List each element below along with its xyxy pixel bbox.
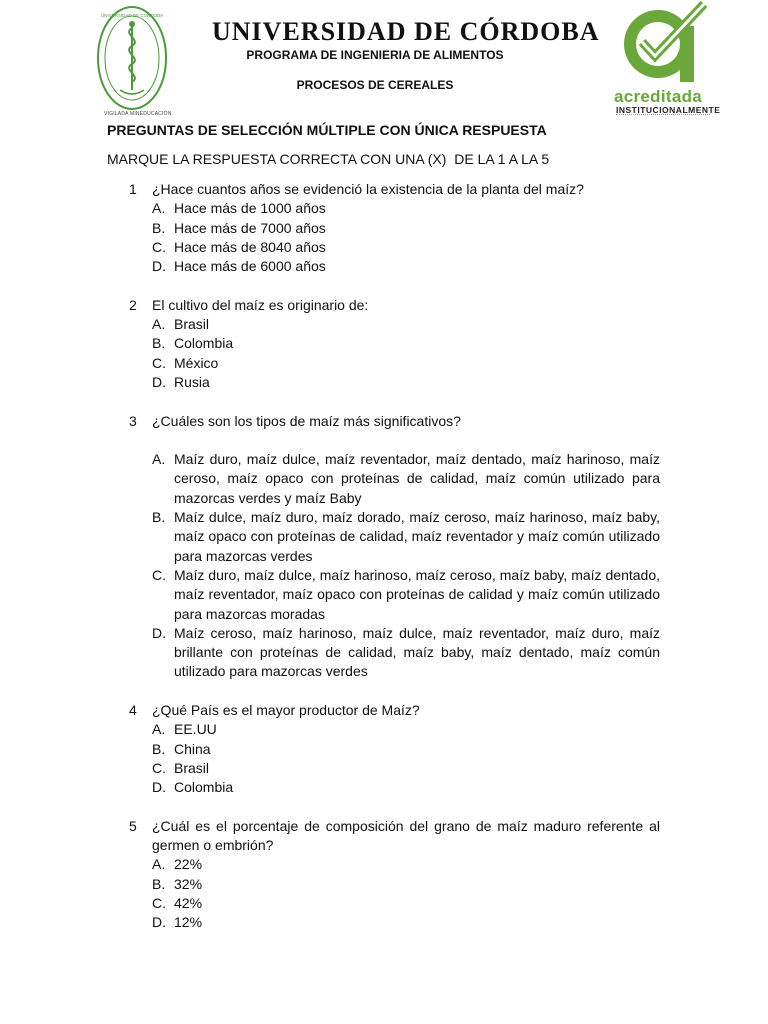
option-text: Maíz dulce, maíz duro, maíz dorado, maíz ceroso, maíz harinoso, maíz baby, maíz opaco con proteínas de calidad, maíz reventador y maíz común utilizado para mazorcas verdes [174,509,660,564]
option-a[interactable] [0,199,768,218]
seal-lettering: UNIVERSIDAD DE CÓRDOBA [100,13,164,18]
option-letter: A. [152,316,166,333]
option-letter: B. [152,740,166,757]
question-5 [0,817,768,933]
option-text: Rusia [174,373,210,390]
option-text: Brasil [174,759,210,776]
question-3 [0,412,768,682]
option-letter: A. [152,451,166,468]
question-2 [0,296,768,392]
option-letter: D. [152,624,166,641]
question-number: 4 [129,702,137,719]
option-d[interactable] [0,778,768,797]
university-seal-logo [96,4,168,112]
question-text: ¿Cuál es el porcentaje de composición del grano de maíz maduro referente al germen o embrión? [152,817,660,854]
option-text: Brasil [174,316,210,333]
option-a[interactable] [0,720,768,739]
option-a[interactable] [0,855,768,874]
option-text: Maíz duro, maíz dulce, maíz reventador, maíz dentado, maíz harinoso, maíz ceroso, maíz opaco con proteínas de calidad, maíz común utilizado para mazorcas verdes y maíz Baby [174,451,660,506]
accreditation-word: acreditada [614,87,703,106]
option-letter: D. [152,258,166,275]
question-text: ¿Hace cuantos años se evidenció la existencia de la planta del maíz? [152,181,584,197]
section-title: PREGUNTAS DE SELECCIÓN MÚLTIPLE CON ÚNICA RESPUESTA [107,122,547,138]
question-4 [0,701,768,797]
seal-caption: VIGILADA MINEDUCACIÓN [104,111,172,117]
option-letter: A. [152,721,166,738]
option-text: 22% [174,856,203,873]
program-name: PROGRAMA DE INGENIERIA DE ALIMENTOS [246,48,504,62]
option-letter: A. [152,200,166,217]
option-d[interactable] [0,913,768,932]
option-text: Colombia [174,779,234,796]
option-b[interactable] [0,334,768,353]
option-b[interactable] [0,875,768,894]
university-name: UNIVERSIDAD DE CÓRDOBA [212,17,600,46]
question-number: 2 [129,296,137,313]
option-c[interactable] [0,566,768,624]
accreditation-fine-print [616,114,710,117]
spacer [0,431,768,450]
question-text: ¿Qué País es el mayor productor de Maíz? [152,702,420,719]
option-text: México [174,354,219,371]
option-text: Hace más de 1000 años [174,200,326,217]
question-number: 5 [129,817,137,834]
option-letter: B. [152,875,166,892]
spacer [0,798,768,817]
option-text: Hace más de 7000 años [174,219,326,236]
course-name: PROCESOS DE CEREALES [296,78,454,92]
option-letter: B. [152,335,166,352]
option-letter: D. [152,373,166,390]
option-text: EE.UU [174,721,217,738]
question-list [0,180,768,933]
option-letter: B. [152,219,166,236]
question-1 [0,180,768,276]
option-d[interactable] [0,373,768,392]
option-b[interactable] [0,740,768,759]
option-a[interactable] [0,450,768,508]
option-letter: D. [152,779,166,796]
accreditation-subtitle: INSTITUCIONALMENTE [616,105,721,115]
option-b[interactable] [0,219,768,238]
option-letter: C. [152,894,166,911]
option-text: Maíz ceroso, maíz harinoso, maíz dulce, maíz reventador, maíz duro, maíz brillante con proteínas de calidad, maíz baby, maíz dentado, maíz común utilizado para mazorcas verdes [174,624,660,680]
question-number: 1 [129,181,137,197]
option-letter: C. [152,566,166,583]
option-d[interactable] [0,257,768,276]
question-number: 3 [129,412,137,429]
spacer [0,682,768,701]
instructions: MARQUE LA RESPUESTA CORRECTA CON UNA (X) DE LA 1 A LA 5 [107,151,550,167]
option-c[interactable] [0,894,768,913]
option-text: Hace más de 6000 años [174,258,326,275]
option-c[interactable] [0,759,768,778]
option-text: China [174,740,211,757]
option-letter: D. [152,914,166,931]
option-a[interactable] [0,315,768,334]
spacer [0,276,768,295]
option-letter: C. [152,238,166,255]
question-text: El cultivo del maíz es originario de: [152,296,369,313]
option-c[interactable] [0,354,768,373]
option-b[interactable] [0,508,768,566]
question-text: ¿Cuáles son los tipos de maíz más significativos? [152,412,461,429]
option-c[interactable] [0,238,768,257]
option-text: 12% [174,914,203,931]
option-d[interactable] [0,624,768,682]
option-letter: C. [152,354,166,371]
option-text: Maíz duro, maíz dulce, maíz harinoso, maíz ceroso, maíz baby, maíz dentado, maíz reventador, maíz opaco con proteínas de calidad y maíz común utilizado para mazorcas moradas [174,566,660,622]
option-letter: A. [152,856,166,873]
option-text: 32% [174,875,203,892]
option-text: Hace más de 8040 años [174,238,326,255]
option-letter: B. [152,509,166,526]
accreditation-check-logo [612,0,714,86]
spacer [0,392,768,411]
option-text: 42% [174,894,203,911]
option-text: Colombia [174,335,234,352]
option-letter: C. [152,759,166,776]
